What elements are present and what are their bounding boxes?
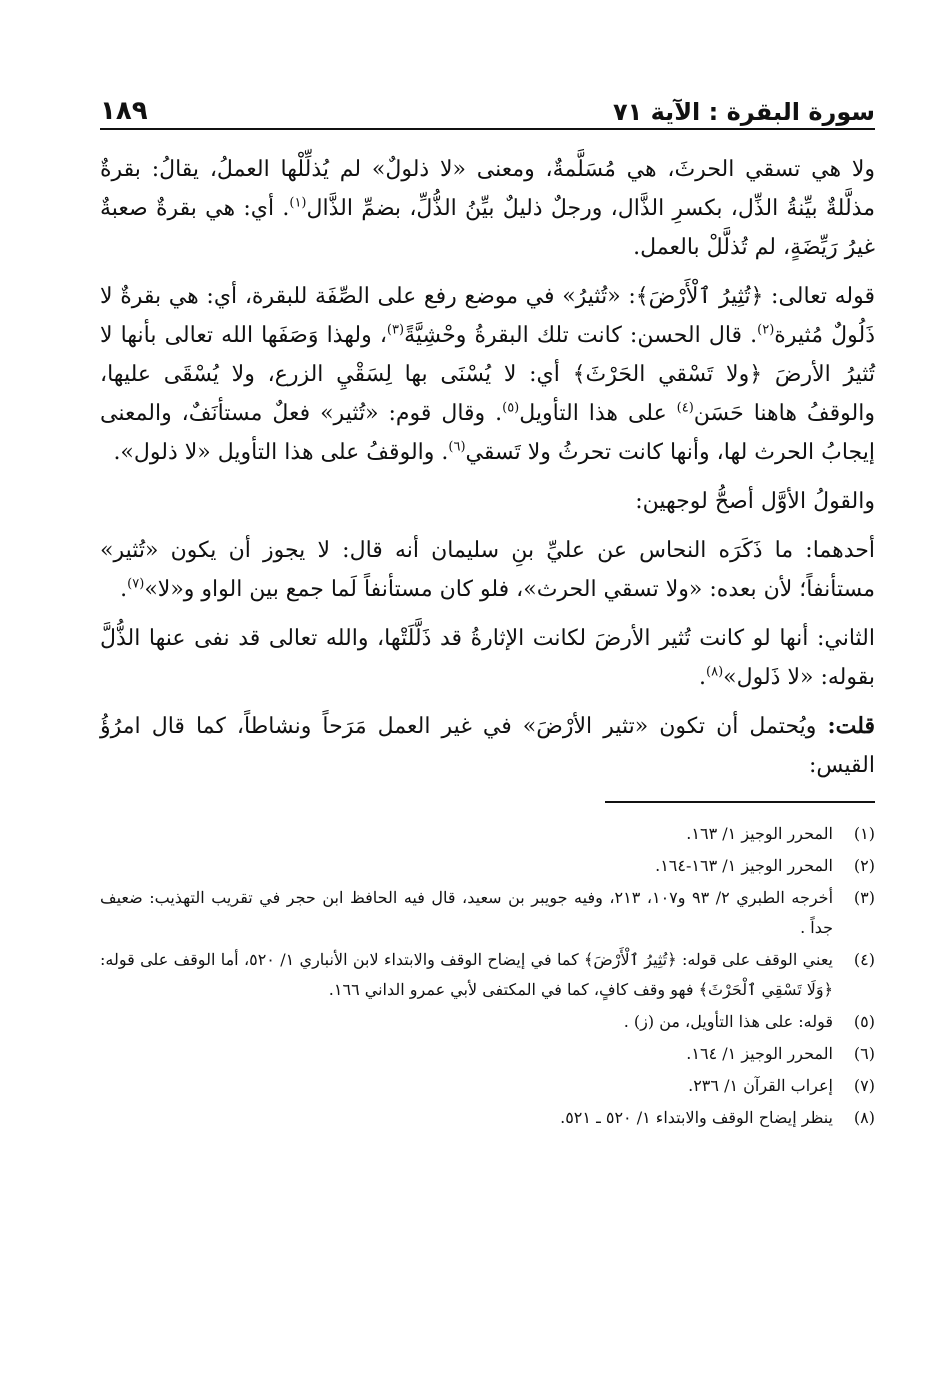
footnote-number: (٥) <box>853 1012 875 1031</box>
footnote-marker: (٢) <box>757 322 775 338</box>
paragraph <box>100 531 875 609</box>
paragraph-text: . <box>699 665 707 690</box>
footnote-text: المحرر الوجيز ١/ ١٦٣-١٦٤. <box>655 856 833 875</box>
running-header <box>100 84 875 130</box>
footnote-divider <box>605 801 875 803</box>
paragraph-text: . وقال قوم: «تُثير» فعلٌ مستأنَفٌ، والمعنى إيجابُ الحرث لها، وأنها كانت تحرثُ ولا تَسقي <box>100 401 875 465</box>
paragraph <box>100 707 875 785</box>
footnote-list <box>100 819 875 1133</box>
paragraph-text: . والوقفُ على هذا التأويل «لا ذلول». <box>113 440 449 465</box>
paragraph <box>100 150 875 267</box>
surah-title: سورة البقرة : الآية ٧١ <box>612 98 875 126</box>
footnote-number: (٦) <box>853 1044 875 1063</box>
footnote-marker: (٨) <box>706 664 724 680</box>
main-text <box>100 150 875 785</box>
footnote-item <box>100 945 875 1005</box>
footnote-number: (٧) <box>853 1076 875 1095</box>
page-number: ١٨٩ <box>100 96 148 126</box>
paragraph-text: ولا هي تسقي الحرثَ، هي مُسَلَّمةٌ، ومعنى «لا ذلولٌ» لم يُذلِّلْها العملُ، يقالُ: بقرةٌ مذلَّلةٌ بيِّنةُ الذِّل، بكسرِ الذَّال، ورجلٌ ذليلٌ بيِّنُ الذُّلِّ، بضمِّ الذَّال <box>100 157 875 221</box>
footnote-text: قوله: على هذا التأويل، من (ز) . <box>623 1012 833 1031</box>
footnote-number: (٤) <box>853 950 875 969</box>
paragraph <box>100 277 875 472</box>
footnote-marker: (٥) <box>502 400 520 416</box>
paragraph-text: . أي: هي بقرةٌ صعبةٌ غيرُ رَيِّضَةٍ، لم تُذلَّلْ بالعمل. <box>100 196 875 260</box>
paragraph <box>100 619 875 697</box>
footnote-text: يعني الوقف على قوله: ﴿تُثِيرُ ٱلْأَرْضَ﴾ كما في إيضاح الوقف والابتداء لابن الأنباري ١/ ٥٢٠، أما الوقف على قوله: ﴿وَلَا تَسْقِي ٱلْحَرْثَ﴾ فهو وقف كافٍ، كما في المكتفى لأبي عمرو الداني ١٦٦. <box>100 950 834 999</box>
footnote-marker: (٧) <box>127 576 145 592</box>
footnote-text: أخرجه الطبري ٢/ ٩٣ و١٠٧، ٢١٣، وفيه جويبر بن سعيد، قال فيه الحافظ ابن حجر في تقريب التهذيب: ضعيف جداً . <box>100 888 834 937</box>
footnote-item <box>100 1007 875 1037</box>
paragraph-text: قوله تعالى: ﴿تُثِيرُ ٱلْأَرْضَ﴾: «تُثيرُ» في موضع رفع على الصِّفَة للبقرة، أي: هي بقرةٌ لا ذَلُولٌ مُثيرة <box>100 284 875 348</box>
paragraph-text: والقولُ الأوَّل أصحُّ لوجهين: <box>635 489 875 514</box>
paragraph-text: ، ولهذا وَصَفَها الله تعالى بأنها لا تُثيرُ الأرضَ ﴿ولا تَسْقي الحَرْثَ﴾ أي: لا يُسْنَى بها لِسَقْيِ الزرع، ولا يُسْقَى عليها، والوقفُ هاهنا حَسَن <box>100 323 875 426</box>
footnote-marker: (٦) <box>448 439 466 455</box>
footnotes-section <box>100 801 875 1133</box>
footnote-marker: (٣) <box>386 322 405 338</box>
footnote-number: (٣) <box>853 888 875 907</box>
footnote-marker: (١) <box>289 195 307 211</box>
paragraph-text: . <box>120 577 128 602</box>
paragraph-text: . قال الحسن: كانت تلك البقرةُ وحْشِيَّةً <box>404 323 758 348</box>
book-page <box>100 84 875 1374</box>
footnote-item <box>100 1103 875 1133</box>
footnote-item <box>100 1071 875 1101</box>
footnote-item <box>100 1039 875 1069</box>
paragraph-text: أحدهما: ما ذَكَرَه النحاس عن عليِّ بنِ سليمان أنه قال: لا يجوز أن يكون «تُثير» مستأنفاً؛ لأن بعده: «ولا تسقي الحرث»، فلو كان مستأنفاً لَما جمع بين الواو و«لا» <box>100 538 875 602</box>
footnote-text: إعراب القرآن ١/ ٢٣٦. <box>688 1076 833 1095</box>
lead-word: قلت: <box>827 713 875 739</box>
paragraph-text: على هذا التأويل <box>519 401 677 426</box>
paragraph-text: ويُحتمل أن تكون «تثير الأرْضَ» في غير العمل مَرَحاً ونشاطاً، كما قال امرُؤُ القيس: <box>100 714 875 778</box>
footnote-text: المحرر الوجيز ١/ ١٦٣. <box>686 824 833 843</box>
paragraph <box>100 482 875 521</box>
paragraph-text: الثاني: أنها لو كانت تُثير الأرضَ لكانت الإثارةُ قد ذَلَّلَتْها، والله تعالى قد نفى عنها الذُّلَّ بقوله: «لا ذَلول» <box>100 626 875 690</box>
footnote-number: (١) <box>853 824 875 843</box>
footnote-number: (٨) <box>853 1108 875 1127</box>
footnote-item <box>100 883 875 943</box>
footnote-text: المحرر الوجيز ١/ ١٦٤. <box>686 1044 833 1063</box>
footnote-text: ينظر إيضاح الوقف والابتداء ١/ ٥٢٠ ـ ٥٢١. <box>560 1108 833 1127</box>
footnote-marker: (٤) <box>676 400 694 416</box>
footnote-item <box>100 851 875 881</box>
footnote-item <box>100 819 875 849</box>
footnote-number: (٢) <box>853 856 875 875</box>
